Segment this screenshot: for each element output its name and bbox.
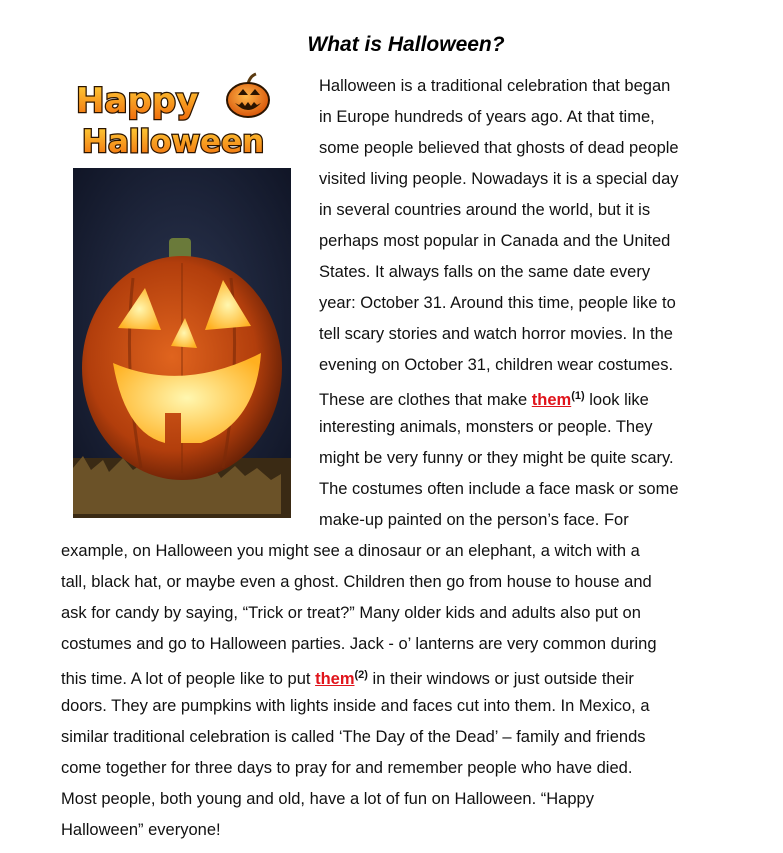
text-line: States. It always falls on the same date every [319,263,651,281]
ref1-after: look like [584,391,649,409]
text-line: year: October 31. Around this time, people like to [319,294,676,312]
text-line: tall, black hat, or maybe even a ghost. Children then go from house to house and [61,573,652,591]
text-line: visited living people. Nowadays it is a special day [319,170,679,188]
text-line: evening on October 31, children wear costumes. [319,356,674,374]
happy-halloween-logo [70,70,300,160]
reference-word-1: them [531,391,572,409]
logo-line2: Halloween [82,124,265,160]
carved-pumpkin-photo [73,168,291,518]
ref2-before: this time. A lot of people like to put [61,670,316,688]
text-line: Most people, both young and old, have a lot of fun on Halloween. “Happy [61,790,594,808]
logo-line1: Happy [76,81,199,121]
text-line: might be very funny or they might be quite scary. [319,449,674,467]
text-line: interesting animals, monsters or people. They [319,418,653,436]
text-line: tell scary stories and watch horror movies. In the [319,325,673,343]
text-line: perhaps most popular in Canada and the United [319,232,671,250]
text-line: costumes and go to Halloween parties. Jack - o’ lanterns are very common during [61,635,657,653]
text-line: Halloween is a traditional celebration that began [319,77,671,95]
text-line: some people believed that ghosts of dead people [319,139,679,157]
text-line-ref2 [61,665,634,689]
text-line: doors. They are pumpkins with lights inside and faces cut into them. In Mexico, a [61,697,650,715]
text-line: in Europe hundreds of years ago. At that time, [319,108,655,126]
text-line: example, on Halloween you might see a dinosaur or an elephant, a witch with a [61,542,640,560]
text-line: ask for candy by saying, “Trick or treat?” Many older kids and adults also put on [61,604,641,622]
reference-mark-2: (2) [354,669,368,681]
ref2-after: in their windows or just outside their [367,670,634,688]
document-title: What is Halloween? [307,33,505,56]
reference-word-2: them [315,670,355,688]
text-line-ref1 [319,386,649,410]
reference-mark-1: (1) [571,390,585,402]
text-line: in several countries around the world, but it is [319,201,651,219]
text-line: come together for three days to pray for and remember people who have died. [61,759,633,777]
text-line: similar traditional celebration is called ‘The Day of the Dead’ – family and friends [61,728,646,746]
text-line: make-up painted on the person’s face. For [319,511,629,529]
jack-o-lantern-icon [227,74,269,117]
text-line: The costumes often include a face mask or some [319,480,679,498]
text-line: Halloween” everyone! [61,821,221,839]
ref1-before: These are clothes that make [319,391,532,409]
